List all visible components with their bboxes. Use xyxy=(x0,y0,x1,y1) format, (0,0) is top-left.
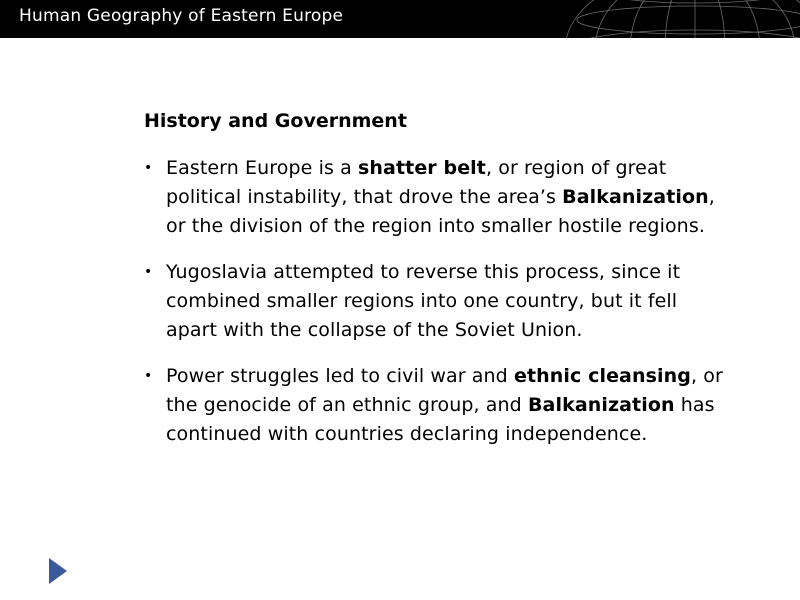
section-heading: History and Government xyxy=(144,110,407,132)
bullet-text: Yugoslavia attempted to reverse this process, since it combined smaller regions into one country, but it fell apart with the collapse of the Soviet Union. xyxy=(166,261,681,341)
bullet-item xyxy=(144,154,734,241)
term-ethnic-cleansing: ethnic cleansing xyxy=(513,365,691,387)
header-title: Human Geography of Eastern Europe xyxy=(19,6,344,26)
globe-wireframe-icon xyxy=(555,0,800,38)
text-run: , or the genocide of an ethnic group, and xyxy=(166,365,723,416)
header-bar xyxy=(0,0,800,38)
bullet-item xyxy=(144,362,734,449)
text-run: Eastern Europe is a xyxy=(166,157,358,179)
bullet-text xyxy=(166,157,715,237)
text-run: , or the division of the region into smaller hostile regions. xyxy=(166,186,715,237)
bullet-symbol: • xyxy=(144,264,153,280)
text-run: Power struggles led to civil war and xyxy=(166,365,514,387)
next-arrow-icon[interactable] xyxy=(49,558,67,584)
term-balkanization: Balkanization xyxy=(527,394,675,416)
text-run: has continued with countries declaring independence. xyxy=(166,394,715,445)
bullet-symbol: • xyxy=(144,368,153,384)
text-run: , or region of great political instability, that drove the area’s xyxy=(166,157,667,208)
bullet-item xyxy=(144,258,734,345)
bullet-text xyxy=(166,365,723,445)
term-shatter-belt: shatter belt xyxy=(358,157,486,179)
bullet-symbol: • xyxy=(144,160,153,176)
content-area xyxy=(144,108,734,466)
term-balkanization: Balkanization xyxy=(562,186,709,208)
